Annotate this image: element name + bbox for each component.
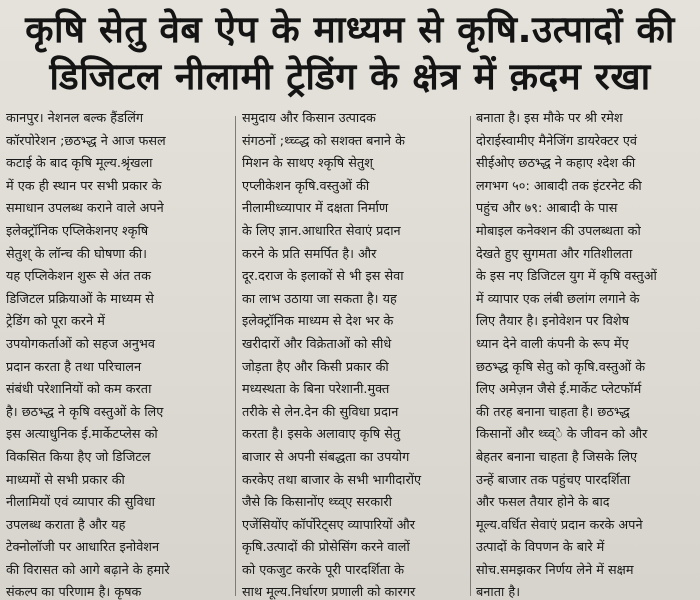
- article-text-line: लिए अमेज़न जैसे ई.मार्केट प्लेटफॉर्म: [476, 382, 642, 398]
- article-text-line: की विरासत को आगे बढ़ाने के हमारे: [6, 562, 170, 578]
- article-text-line: मध्यस्थता के बिना परेशानी.मुक्त: [242, 382, 390, 398]
- article-text-line: तरीके से लेन.देन की सुविधा प्रदान: [242, 404, 399, 420]
- article-text-line: मिशन के साथए श्कृषि सेतुश्: [242, 156, 373, 172]
- article-text-line: एजेंसियोंए कॉर्पोरेट्सए व्यापारियों और: [242, 517, 415, 533]
- article-text-line: के लिए ज्ञान.आधारित सेवाएं प्रदान: [242, 223, 401, 239]
- article-text-line: नीलामीध्व्यापार में दक्षता निर्माण: [242, 201, 389, 217]
- article-text-line: पहुंच और ७९: आबादी के पास: [476, 201, 618, 217]
- article-text-line: की तरह बनाना चाहता है। छठभ्द्ध: [476, 404, 630, 420]
- article-text-line: एप्लीकेशन कृषि.वस्तुओं की: [242, 178, 370, 194]
- article-text-line: लगभग ५०: आबादी तक इंटरनेट की: [476, 178, 642, 194]
- article-text-line: माध्यमों से सभी प्रकार की: [6, 472, 125, 488]
- article-text-line: समाधान उपलब्ध कराने वाले अपने: [6, 201, 164, 217]
- article-text-line: देखते हुए सुगमता और गतिशीलता: [476, 246, 633, 262]
- article-text-line: बनाता है।: [476, 585, 521, 600]
- article-text-line: दोराईस्वामीए मैनेजिंग डायरेक्टर एवं: [476, 133, 638, 149]
- article-text-line: जैसे कि किसानोंए थ्च्व्ए सरकारी: [242, 495, 392, 511]
- article-text-line: बनाता है। इस मौके पर श्री रमेश: [476, 111, 623, 126]
- article-text-line: डिजिटल प्रक्रियाओं के माध्यम से: [6, 291, 154, 307]
- article-text-line: यह एप्लिकेशन शुरू से अंत तक: [6, 269, 151, 285]
- article-text-line: प्रदान करता है तथा परिचालन: [6, 359, 142, 375]
- article-text-line: खरीदारों और विक्रेताओं को सीधे: [242, 336, 392, 352]
- article-text-line: कानपुर। नेशनल बल्क हैंडलिंग: [6, 111, 144, 126]
- article-text-line: लिए तैयार है। इनोवेशन पर विशेष: [476, 314, 629, 330]
- article-headline: [0, 0, 700, 100]
- article-text-line: को एकजुट करके पूरी पारदर्शिता के: [242, 562, 405, 578]
- article-text-line: सोच.समझकर निर्णय लेने में सक्षम: [476, 562, 634, 578]
- article-text-line: किसानों और थ्च्व्े के जीवन को और: [476, 427, 648, 443]
- article-text-line: ट्रेडिंग को पूरा करने में: [6, 314, 105, 330]
- article-text-line: है। छठभ्द्ध ने कृषि वस्तुओं के लिए: [6, 404, 164, 420]
- article-text-line: नीलामियों एवं व्यापार की सुविधा: [6, 495, 155, 511]
- headline-line-2: डिजिटल नीलामी ट्रेडिंग के क्षेत्र में क़दम रखा: [49, 55, 651, 98]
- article-text-line: कॉरपोरेशन ;छठभ्द्ध ने आज फसल: [6, 133, 166, 149]
- article-text-line: उपलब्ध कराता है और यह: [6, 517, 126, 533]
- article-body: [0, 108, 700, 600]
- article-text-line: टेक्नोलॉजी पर आधारित इनोवेशन: [6, 540, 160, 556]
- article-text-line: में एक ही स्थान पर सभी प्रकार के: [6, 178, 162, 194]
- article-text-line: सेतुश् के लॉन्च की घोषणा की।: [6, 246, 147, 262]
- column-divider: [470, 116, 471, 596]
- article-text-line: सीईओए छठभ्द्ध ने कहाए श्देश की: [476, 156, 636, 172]
- article-text-line: कृषि.उत्पादों की प्रोसेसिंग करने वालों: [242, 540, 410, 556]
- article-text-line: करकेए तथा बाजार के सभी भागीदाराेंए: [242, 472, 422, 488]
- article-text-line: संबंधी परेशानियों को कम करता: [6, 382, 152, 398]
- article-text-line: संकल्प का परिणाम है। कृषक: [6, 585, 142, 600]
- article-column-3: [476, 108, 696, 600]
- article-text-line: इलेक्ट्रॉनिक माध्यम से देश भर के: [242, 314, 394, 330]
- article-text-line: बाजार से अपनी संबद्धता का उपयोग: [242, 449, 410, 465]
- article-text-line: उपयोगकर्ताओं को सहज अनुभव: [6, 336, 156, 352]
- headline-line-1: कृषि सेतु वेब ऐप के माध्यम से कृषि.उत्पादों की: [25, 8, 675, 51]
- article-text-line: उत्पादों के विपणन के बारे में: [476, 540, 605, 556]
- article-text-line: मूल्य.वर्धित सेवाएं प्रदान करके अपने: [476, 517, 643, 533]
- article-text-line: इस अत्याधुनिक ई.मार्केटप्लेस को: [6, 427, 158, 443]
- article-text-line: उन्हें बाजार तक पहुंचए पारदर्शिता: [476, 472, 631, 488]
- article-text-line: छठभ्द्ध कृषि सेतु को कृषि.वस्तुओं के: [476, 359, 646, 375]
- article-text-line: करता है। इसके अलावाए कृषि सेतु: [242, 427, 401, 443]
- article-text-line: बेहतर बनाना चाहता है जिसके लिए: [476, 449, 638, 465]
- article-text-line: दूर.दराज के इलाकों से भी इस सेवा: [242, 269, 404, 285]
- article-text-line: साथ मूल्य.निर्धारण प्रणाली को कारगर: [242, 585, 416, 600]
- article-text-line: में व्यापार एक लंबी छलांग लगाने के: [476, 291, 640, 307]
- article-text-line: जोड़ता हैए और किसी प्रकार की: [242, 359, 389, 375]
- article-text-line: और फसल तैयार होने के बाद: [476, 495, 610, 511]
- article-text-line: कटाई के बाद कृषि मूल्य.श्रृंखला: [6, 156, 153, 172]
- article-text-line: मोबाइल कनेक्शन की उपलब्धता को: [476, 223, 641, 239]
- column-divider: [235, 116, 236, 596]
- article-text-line: इलेक्ट्रॉनिक एप्लिकेशनए श्कृषि: [6, 223, 149, 239]
- article-text-line: करने के प्रति समर्पित है। और: [242, 246, 377, 262]
- article-text-line: ध्यान देने वाली कंपनी के रूप मेंए: [476, 336, 629, 352]
- article-column-1: [6, 108, 228, 600]
- article-text-line: विकसित किया हैए जो डिजिटल: [6, 449, 151, 465]
- article-text-line: के इस नए डिजिटल युग में कृषि वस्तुओं: [476, 269, 657, 285]
- article-text-line: संगठनों ;थ्च्व्द्ध को सशक्त बनाने के: [242, 133, 405, 149]
- article-text-line: का लाभ उठाया जा सकता है। यह: [242, 291, 397, 307]
- article-text-line: समुदाय और किसान उत्पादक: [242, 111, 376, 126]
- article-column-2: [242, 108, 464, 600]
